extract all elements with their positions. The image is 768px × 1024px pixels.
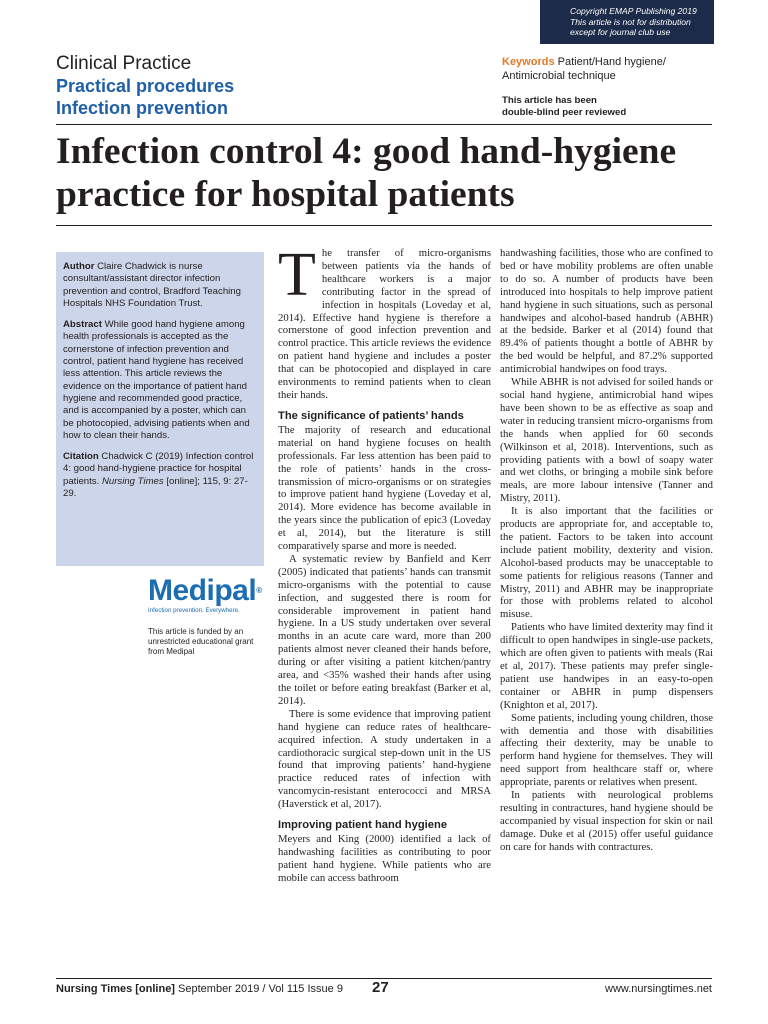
logo-text: Medipal (148, 574, 257, 607)
body-paragraph: While ABHR is not advised for soiled hands or social hand hygiene, antimicrobial hand wipes have been shown to be as effective as soap and water in reducing transient micro-organisms from the hands when applied for 60 seconds (Wilkinson et al, 2018). Interventions, such as providing patients with a bowl of soapy water and wet cloths, or bringing a mobile sink before meals, are more labour intensive (Tanner and Mistry, 2011). (500, 376, 713, 505)
section-topic: Infection prevention (56, 98, 229, 118)
body-paragraph: A systematic review by Banfield and Kerr (2005) indicated that patients’ hands can transmit micro-organisms with the potential to cause infection, and suggested there is room for considerable improvement in patient hand hygiene. In a US study undertaken over several months in an acute care ward, more than 200 patients almost never cleaned their hands before, during or after visiting a patient kitchen/pantry area, and <35% washed their hands after using the toilet or before eating breakfast (Barker et al, 2014). (278, 552, 491, 707)
title-divider (56, 124, 712, 125)
keywords-label: Keywords (502, 56, 555, 68)
body-paragraph: Some patients, including young children, those with dementia and those with disabilities affecting their dexterity, may be unable to perform hand hygiene for themselves. They will need support from healthcare staff or, where appropriate, parents or relatives when present. (500, 711, 713, 789)
body-paragraph: The majority of research and educational material on hand hygiene focuses on health professionals. Far less attention has been paid to the role of patients’ hands in the cross-transmission of micro-organisms or on strategies to improve patient hand hygiene (Loveday et al, 2014). More evidence has become available in the years since the publication of epic3 (Loveday et al, 2014), but the literature is still comparatively sparse and more is needed. (278, 423, 491, 553)
citation-journal: Nursing Times (101, 475, 164, 487)
registered-mark: ® (256, 586, 262, 595)
peer-review-line: double-blind peer reviewed (502, 107, 627, 118)
copyright-notice (540, 0, 714, 44)
abstract (63, 319, 257, 442)
intro-paragraph (278, 241, 491, 402)
citation-rest: [online]; 115, 9: 27-29. (63, 475, 248, 500)
issue-info: September 2019 / Vol 115 Issue 9 (174, 983, 343, 995)
abstract-text: While good hand hygiene among health professionals is accepted as the cornerstone of infection prevention and control, patient hand hygiene has received less attention. This article reviews the evidence on the importance of patient hand hygiene and recommended good practice, and is accompanied by a poster, which can be photocopied, advising patients when and how to clean their hands. (63, 319, 250, 441)
author-info (63, 261, 257, 310)
intro-text: he transfer of micro-organisms between patients via the hands of healthcare workers is a major contributing factor in the spread of infection in hospitals (Loveday et al, 2014). Effective hand hygiene is therefore a cornerstone of good infection prevention and control practice. This article reviews the evidence on patient hand hygiene and includes a poster that can be photocopied and displayed in care environments to remind patients when to clean their hands. (278, 247, 491, 401)
copyright-line: Copyright EMAP Publishing 2019 (570, 6, 697, 16)
body-column-1 (278, 241, 491, 885)
article-title: Infection control 4: good hand-hygiene practice for hospital patients (56, 131, 677, 215)
body-paragraph: It is also important that the facilities or products are appropriate for, and acceptable to, the patient. Factors to be taken into account include patient mobility, dexterity and vision. Alcohol-based products may be unacceptable to some patients for religious reasons (Tanner and Mistry, 2011) and ABHR may be inappropriate for those with problems related to alcohol misuse. (500, 505, 713, 621)
title-divider (56, 225, 712, 226)
citation-text: Chadwick C (2019) Infection control 4: good hand-hygiene practice for hospital patients. (63, 451, 254, 487)
funding-note: This article is funded by an unrestricted educational grant from Medipal (148, 627, 254, 656)
body-paragraph: Patients who have limited dexterity may find it difficult to open handwipes in single-use packets, which are often given to patients with meals (Rai et al, 2017). These patients may prefer single-patient use handwipes in an easy-to-open container or ABHR in pump dispensers (Knighton et al, 2017). (500, 621, 713, 711)
keywords (502, 55, 722, 83)
citation-label: Citation (63, 451, 99, 463)
citation (63, 451, 257, 500)
subheading-improving: Improving patient hand hygiene (278, 819, 448, 832)
body-column-2 (500, 247, 713, 854)
journal-name: Nursing Times [online] (56, 983, 175, 995)
abstract-label: Abstract (63, 319, 102, 331)
page-number: 27 (372, 979, 389, 996)
copyright-line: This article is not for distribution (570, 16, 691, 27)
sponsor-logo (148, 576, 268, 614)
website-link[interactable]: www.nursingtimes.net (605, 983, 712, 995)
author-label: Author (63, 261, 95, 272)
keywords-text: Patient/Hand hygiene/ Antimicrobial technique (502, 56, 666, 82)
body-paragraph: In patients with neurological problems resulting in contractures, hand hygiene should be accompanied by visual inspection for skin or nail damage. Duke et al (2015) offer useful guidance on care for hands with contractures. (500, 789, 713, 853)
section-heading (56, 52, 234, 119)
body-paragraph: There is some evidence that improving patient hand hygiene can reduce rates of healthcare-acquired infection. A study undertaken in a cardiothoracic surgical step-down unit in the US found that improving patients’ hand-hygiene practice reduced rates of infection with vancomycin-resistant enterococci and MRSA (Haverstick et al, 2017). (278, 707, 491, 811)
section-category: Clinical Practice (56, 53, 192, 74)
body-paragraph: handwashing facilities, those who are confined to bed or have mobility problems are often unable to do so. A number of products have been introduced into hospitals to help improve patient hand hygiene in such situations, such as personal handwipes and alcohol-based handrub (ABHR) at the bedside. Barker et al (2014) found that 89.4% of patients thought a bottle of ABHR by the bed would be helpful, and 87.2% supported antimicrobial handwipes on food trays. (500, 247, 713, 376)
peer-review-note (502, 95, 702, 119)
subheading-significance: The significance of patients’ hands (278, 409, 464, 422)
copyright-line: except for journal club use (570, 27, 671, 38)
medipal-logo (148, 576, 268, 606)
body-paragraph: Meyers and King (2000) identified a lack of handwashing facilities as contributing to poor patient hand hygiene. While patients who are mobile can access bathroom (278, 833, 491, 884)
footer-publication (56, 983, 343, 995)
article-info-box (56, 252, 264, 566)
section-subcategory: Practical procedures (56, 76, 235, 96)
author-text: Claire Chadwick is nurse consultant/assistant director infection prevention and control, Bradford Teaching Hospitals NHS Foundation Trust. (63, 261, 241, 309)
peer-review-line: This article has been (502, 95, 597, 106)
sponsor-tagline: Infection prevention. Everywhere. (148, 607, 240, 614)
drop-cap: T (278, 241, 316, 309)
